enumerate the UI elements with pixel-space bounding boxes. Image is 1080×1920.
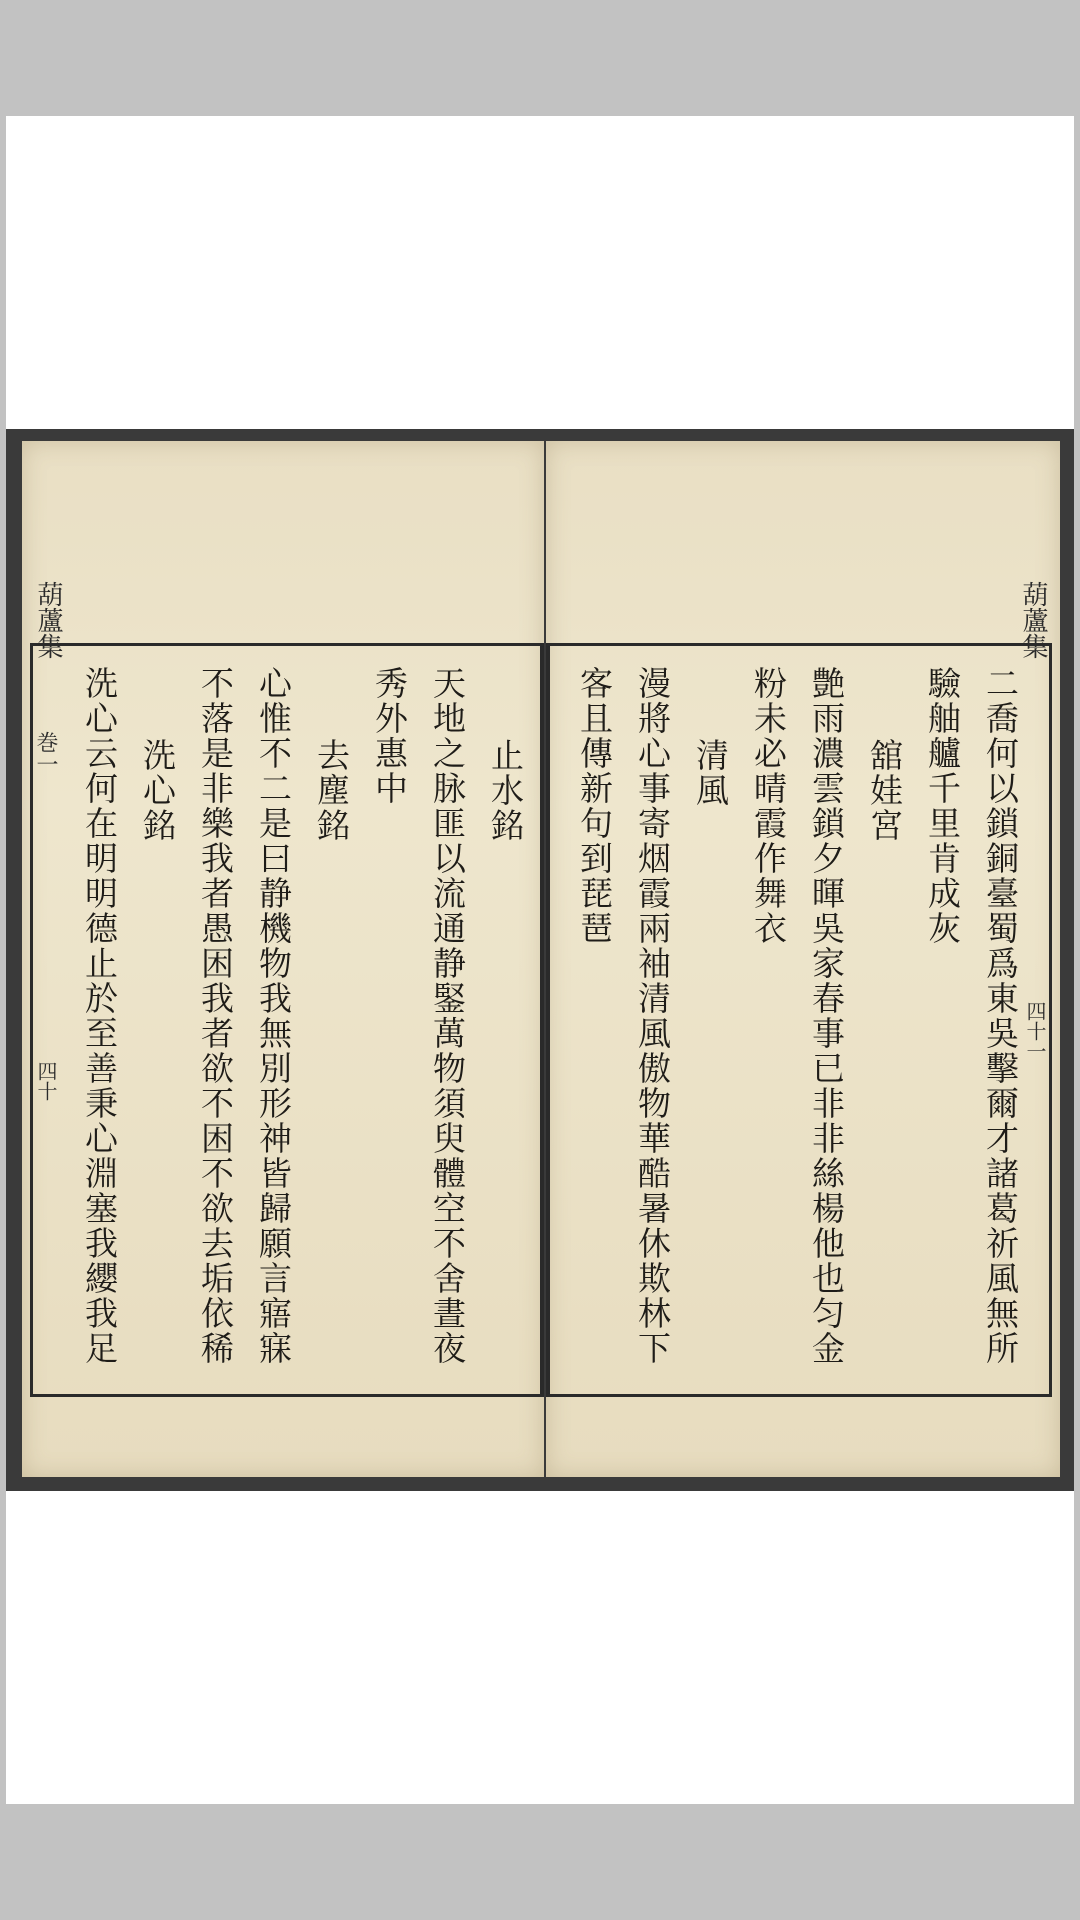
text-column: 去塵銘 xyxy=(312,738,351,843)
text-column: 漫將心事寄烟霞兩袖清風傲物華酷暑休欺林下 xyxy=(633,666,672,1366)
text-column: 舘娃宮 xyxy=(865,738,904,843)
right-text-frame xyxy=(546,643,1052,1397)
text-column: 秀外惠中 xyxy=(370,666,409,806)
image-viewer xyxy=(6,116,1074,1804)
text-column: 洗心銘 xyxy=(138,738,177,843)
text-column: 客且傳新句到琵琶 xyxy=(575,666,614,946)
left-text-frame xyxy=(30,643,544,1397)
right-margin-title: 葫蘆集 xyxy=(1018,581,1048,659)
right-page xyxy=(546,441,1060,1477)
left-margin-title: 葫蘆集 xyxy=(33,581,63,659)
text-column: 心惟不二是曰静機物我無別形神皆歸願言寤寐 xyxy=(254,666,293,1366)
text-column: 驗舳艫千里肯成灰 xyxy=(923,666,962,946)
text-column: 洗心云何在明明德止於至善秉心淵塞我纓我足 xyxy=(80,666,119,1366)
text-column: 不落是非樂我者愚困我者欲不困不欲去垢依稀 xyxy=(196,666,235,1366)
left-margin-volume: 巻一 xyxy=(33,731,58,775)
book-scan xyxy=(6,429,1074,1491)
left-page xyxy=(22,441,544,1477)
left-margin-count: 四十 xyxy=(34,1061,58,1101)
text-column: 二喬何以鎖銅臺蜀爲東吳擊爾才諸葛祈風無所 xyxy=(981,666,1020,1366)
text-column: 天地之脉匪以流通静鋻萬物須臾體空不舍晝夜 xyxy=(428,666,467,1366)
right-margin-count: 四十一 xyxy=(1023,1001,1047,1061)
text-column: 清風 xyxy=(691,738,730,808)
text-column: 艶雨濃雲鎖夕暉吳家春事已非非絲楊他也匀金 xyxy=(807,666,846,1366)
text-column: 止水銘 xyxy=(486,738,525,843)
text-column: 粉未必晴霞作舞衣 xyxy=(749,666,788,946)
